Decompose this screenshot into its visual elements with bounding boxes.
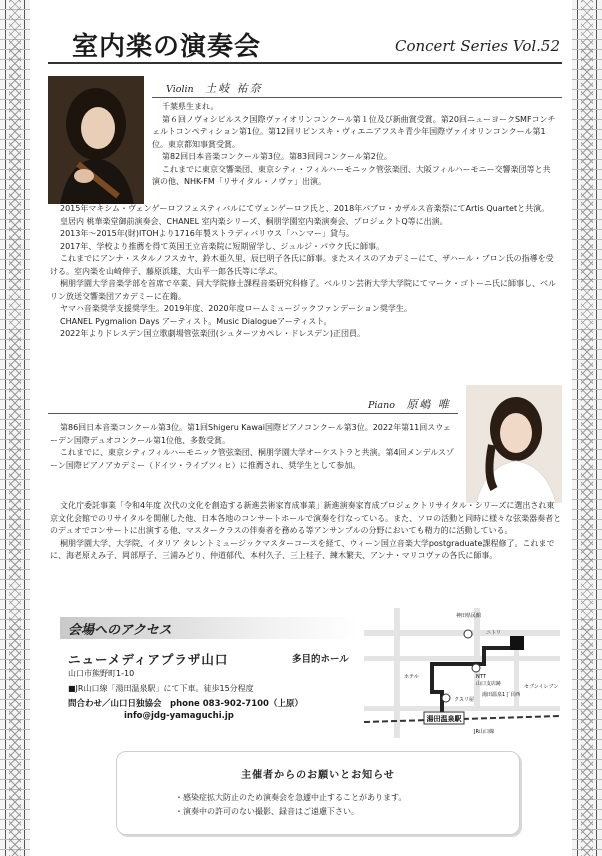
map-label-station: 湯田温泉駅	[426, 715, 462, 723]
series-label: Concert Series Vol.52	[394, 37, 560, 55]
left-ornamental-border	[0, 0, 30, 856]
map-label: 神田県民館	[456, 613, 482, 619]
venue-name: ニューメディアプラザ山口	[68, 652, 229, 667]
map-road	[364, 706, 560, 711]
bio-paragraph: CHANEL Pygmalion Days アーティスト。Music Dialogueアーティスト。	[60, 316, 332, 326]
right-ornamental-border	[572, 0, 602, 856]
contact-info: 問合わせ／山口日独協会 phone 083-902-7100（上原）	[68, 699, 303, 709]
map-label: 山口支店跡	[476, 681, 502, 687]
pianist-bio-top	[50, 422, 456, 472]
map-road	[474, 608, 480, 708]
pianist-name-bar	[48, 396, 458, 414]
notice-item: ・感染症拡大防止のため演奏会を急遽中止することがあります。	[175, 793, 407, 802]
bio-paragraph: これまでに東京交響楽団、東京シティ・フィルハーモニック管弦楽団、大阪フィルハーモニー交響楽団等と共演の他、NHK-FM「リサイタル・ノヴァ」出演。	[152, 164, 551, 186]
map-marker	[442, 694, 450, 702]
bio-paragraph: 2013年～2015年(財)ITOHより1716年製ストラディバリウス「ハンマー」貸与。	[60, 229, 354, 238]
bio-paragraph: 桐朋学園大学、大学院、イタリア タレントミュージックマスターコースを経て、ウィーン国立音楽大学postgraduate課程修了。これまでに、海老原えみ子、岡部厚子、三浦みどり、仲道郁代、本村久子、三上桂子、練木繁夫、アンナ・マリコヴァの各氏に師事。	[50, 538, 555, 560]
map-venue-marker	[510, 636, 524, 650]
map-label: JR山口線	[474, 729, 494, 735]
map-label: ニトリ	[486, 630, 502, 636]
bio-paragraph: 文化庁委託事業「令和4年度 次代の文化を創造する新進芸術家育成事業」新進演奏家育成プロジェクトリサイタル・シリーズに選出され東京文化会館でのリサイタルを開催した他、日本各地のコンサートホールで演奏を行なっている。また、ソロの活動と同時に様々な弦楽器奏者とのデュオでコンサートに出演する他、マスタークラスの伴奏者を務める等アンサンブルの分野においても精力的に活動している。	[50, 501, 562, 535]
bio-paragraph: 千葉県生まれ。	[162, 102, 219, 111]
bio-paragraph: これまでに、東京シティフィルハーモニック管弦楽団、桐朋学園大学オーケストラと共演。第4回メンデルスゾーン国際ピアノアカデミー（ドイツ・ライプツィヒ）に推薦され、奨学生として参加。	[50, 448, 454, 470]
venue-hall: 多目的ホール	[292, 654, 349, 665]
map-label: クスリ屋	[454, 697, 474, 703]
map-label: セブンイレブン	[524, 684, 559, 690]
map-road	[364, 630, 560, 636]
venue-address: 山口市熊野町1-10	[68, 669, 135, 678]
violinist-instrument: Violin	[166, 84, 194, 95]
violinist-name: 土岐 祐奈	[205, 82, 263, 95]
pianist-instrument: Piano	[368, 400, 395, 411]
violinist-name-bar	[152, 80, 562, 98]
pianist-name: 原嶋 唯	[406, 398, 451, 411]
train-directions: ■JR山口線「湯田温泉駅」にて下車。徒歩15分程度	[68, 684, 254, 693]
map-marker	[472, 664, 480, 672]
bio-paragraph: 2015年マキシム・ヴェンゲーロフフェスティバルにてヴェンゲーロフ氏と、2018年パブロ・カザルス音楽祭にてArtis Quartetと共演。	[60, 204, 550, 213]
map-road	[394, 608, 400, 738]
access-heading: 会場へのアクセス	[68, 623, 172, 638]
bio-paragraph: 第86回日本音楽コンクール第3位。第1回Shigeru Kawai国際ピアノコンクール第3位。2022年第11回スウェーデン国際デュオコンクール第1位他、多数受賞。	[50, 423, 451, 445]
access-map	[364, 608, 560, 738]
contact-email[interactable]: info@jdg-yamaguchi.jp	[124, 711, 234, 721]
bio-paragraph: 第82回日本音楽コンクール第3位。第83回同コンクール第2位。	[162, 152, 392, 161]
bio-paragraph: 皇居内 桃華楽堂御前演奏会、CHANEL 室内楽シリーズ、桐朋学園室内楽演奏会、プロジェクトQ等に出演。	[60, 216, 448, 226]
bio-paragraph: ヤマハ音楽奨学支援奨学生。2019年度、2020年度ロームミュージックファンデーション奨学生。	[60, 304, 412, 313]
map-road	[364, 656, 560, 661]
bio-paragraph: 2017年、学校より推薦を得て英国王立音楽院に短期留学し、ジュルジ・パウク氏に師事。	[60, 241, 384, 251]
page-title: 室内楽の演奏会	[72, 32, 262, 62]
bio-paragraph: 2022年よりドレスデン国立歌劇場管弦楽団(シュターツカペレ・ドレスデン)正団員。	[60, 329, 365, 338]
access-heading-bar	[60, 617, 360, 639]
map-label: ホテル	[404, 674, 419, 680]
pianist-photo	[466, 385, 562, 503]
map-label: NTT	[476, 674, 486, 680]
organizer-notice-box	[116, 751, 520, 835]
map-marker	[464, 630, 472, 638]
pianist-bio-bottom	[50, 500, 562, 563]
map-label: 湯田温泉1丁目西	[482, 692, 521, 698]
notice-item: ・演奏中の許可のない撮影、録音はご遠慮下さい。	[175, 807, 359, 816]
violinist-bio-top	[152, 101, 558, 189]
violinist-photo	[48, 76, 144, 204]
bio-paragraph: 第６回ノヴォシビルスク国際ヴァイオリンコンクール第１位及び新曲賞受賞。第20回ニューヨークSMFコンチェルトコンペティション第1位。第12回リピンスキ・ヴィエニアフスキ青少年国際ヴァイオリンコンクール第1位。東京都知事賞受賞。	[152, 114, 556, 149]
bio-paragraph: 桐朋学園大学音楽学部を首席で卒業、同大学院修士課程音楽研究科修了。ベルリン芸術大学大学院にてマーク・ゴトーニ氏に師事し、ベルリン放送交響楽団アカデミーに在籍。	[50, 279, 556, 301]
bio-paragraph: これまでにアンナ・スタルノフスカヤ、鈴木亜久里、辰巳明子各氏に師事。またスイスのアカデミーにて、ザハール・ブロン氏の指導を受ける。室内楽を山崎伸子、藤原浜雄、大山平一郎各氏等に学ぶ。	[50, 254, 554, 276]
header-divider	[48, 62, 562, 64]
notice-title: 主催者からのお願いとお知らせ	[241, 770, 395, 781]
flyer-content	[40, 0, 562, 856]
violinist-bio-bottom	[50, 203, 558, 341]
